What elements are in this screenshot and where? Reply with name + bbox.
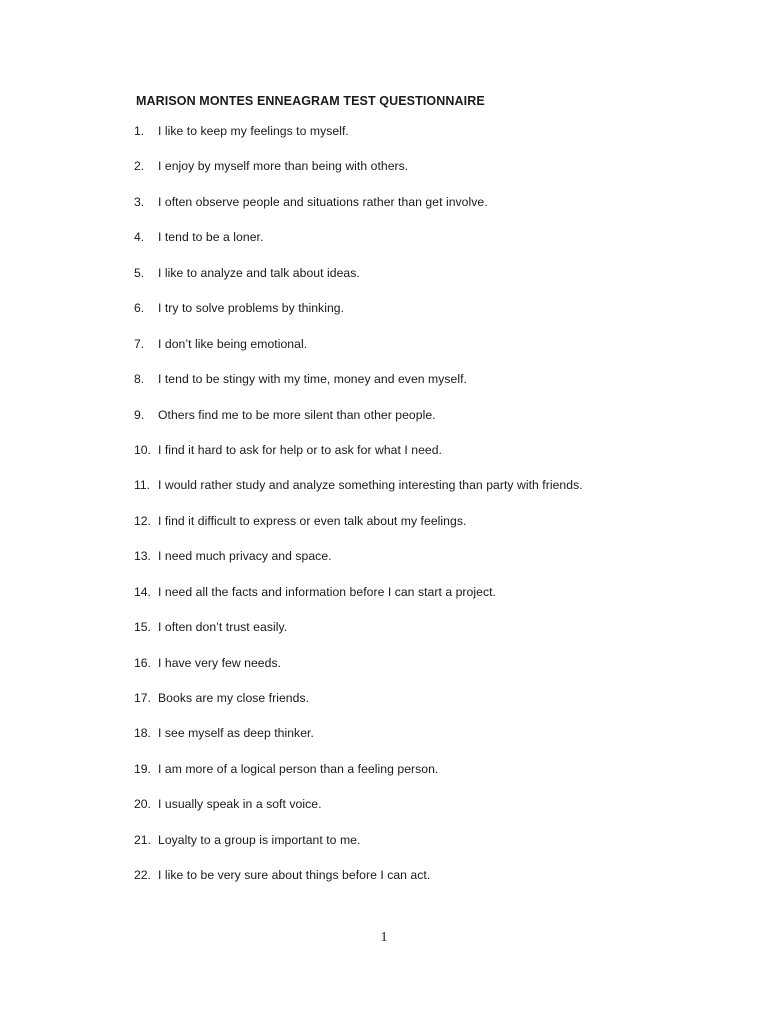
item-number: 19.	[134, 761, 151, 776]
item-number: 20.	[134, 797, 151, 812]
item-text: Others find me to be more silent than other people.	[158, 407, 436, 422]
item-text: I am more of a logical person than a feeling person.	[158, 761, 439, 776]
item-number: 16.	[134, 655, 151, 670]
item-text: I need much privacy and space.	[158, 549, 332, 564]
item-number: 5.	[134, 265, 145, 280]
item-text: I try to solve problems by thinking.	[158, 301, 345, 316]
item-number: 22.	[134, 868, 151, 883]
list-item	[134, 122, 754, 157]
item-number: 15.	[134, 620, 151, 635]
item-text: I need all the facts and information before I can start a project.	[158, 584, 496, 599]
questionnaire-list	[134, 122, 754, 902]
item-text: I usually speak in a soft voice.	[158, 797, 322, 812]
item-text: Books are my close friends.	[158, 691, 310, 705]
item-number: 10.	[134, 442, 151, 457]
list-item	[134, 157, 754, 192]
list-item	[134, 866, 754, 901]
list-item	[134, 370, 754, 405]
item-text: I find it difficult to express or even talk about my feelings.	[158, 513, 467, 528]
list-item	[134, 654, 754, 689]
list-item	[134, 618, 754, 653]
item-text: Loyalty to a group is important to me.	[158, 832, 361, 847]
list-item	[134, 193, 754, 228]
list-item	[134, 264, 754, 299]
document-title: MARISON MONTES ENNEAGRAM TEST QUESTIONNAIRE	[136, 94, 485, 108]
list-item	[134, 228, 754, 263]
list-item	[134, 512, 754, 547]
item-number: 6.	[134, 301, 145, 316]
item-number: 18.	[134, 726, 151, 741]
item-text: I enjoy by myself more than being with others.	[158, 159, 409, 174]
item-number: 3.	[134, 194, 145, 209]
list-item	[134, 476, 754, 511]
list-item	[134, 583, 754, 618]
item-number: 11.	[134, 478, 151, 493]
list-item	[134, 760, 754, 795]
list-item	[134, 441, 754, 476]
item-number: 2.	[134, 159, 145, 174]
item-number: 8.	[134, 372, 145, 387]
list-item	[134, 335, 754, 370]
list-item	[134, 406, 754, 441]
item-number: 4.	[134, 230, 145, 245]
item-text: I often observe people and situations rather than get involve.	[158, 194, 488, 209]
item-text: I often don’t trust easily.	[158, 620, 288, 635]
list-item	[134, 689, 754, 724]
list-item	[134, 547, 754, 582]
item-text: I find it hard to ask for help or to ask for what I need.	[158, 442, 442, 457]
page-number: 1	[380, 930, 388, 945]
item-text: I would rather study and analyze something interesting than party with friends.	[158, 478, 583, 493]
item-number: 9.	[134, 407, 145, 422]
list-item	[134, 795, 754, 830]
item-text: I see myself as deep thinker.	[158, 726, 314, 741]
item-text: I like to be very sure about things before I can act.	[158, 868, 431, 883]
item-text: I tend to be stingy with my time, money and even myself.	[158, 372, 467, 387]
item-number: 17.	[134, 691, 151, 705]
item-text: I like to analyze and talk about ideas.	[158, 265, 360, 280]
item-text: I tend to be a loner.	[158, 230, 264, 245]
list-item	[134, 831, 754, 866]
item-number: 13.	[134, 549, 151, 564]
item-number: 12.	[134, 513, 151, 528]
list-item	[134, 299, 754, 334]
item-text: I like to keep my feelings to myself.	[158, 124, 349, 138]
item-number: 1.	[134, 124, 145, 138]
item-number: 21.	[134, 832, 151, 847]
item-number: 7.	[134, 336, 145, 351]
item-text: I have very few needs.	[158, 655, 282, 670]
list-item	[134, 724, 754, 759]
item-number: 14.	[134, 584, 151, 599]
item-text: I don’t like being emotional.	[158, 336, 308, 351]
